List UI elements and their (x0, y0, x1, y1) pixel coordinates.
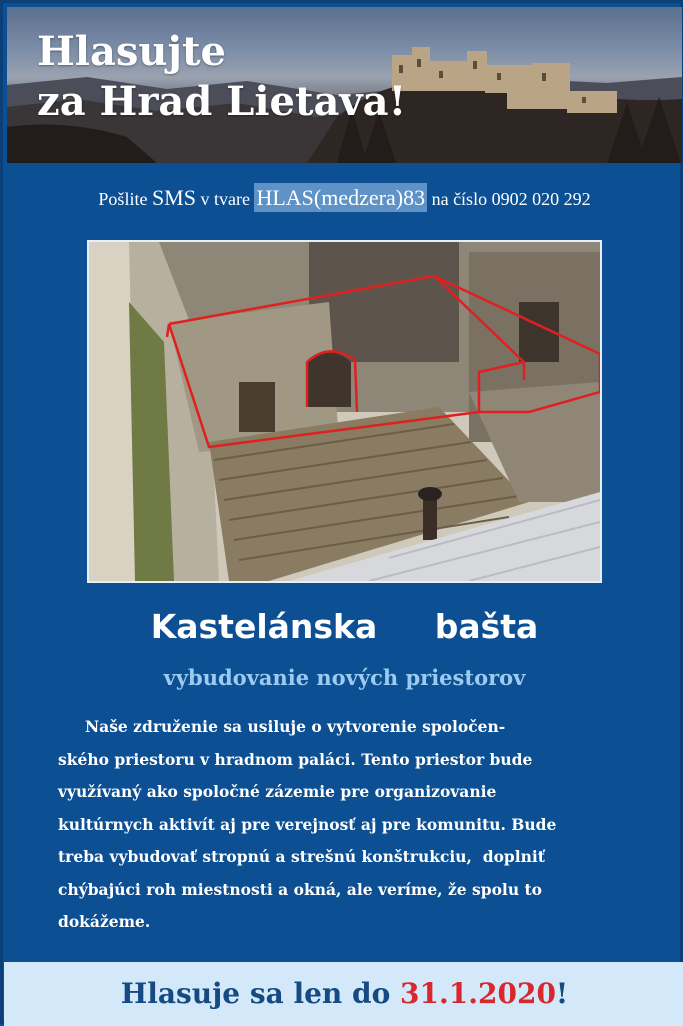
deadline-prefix: Hlasuje sa len do (120, 977, 401, 1010)
deadline-suffix: ! (555, 977, 569, 1010)
paragraph-line: kultúrnych aktivít aj pre verejnosť aj pre komunitu. Bude (58, 814, 557, 834)
description-paragraph (58, 711, 658, 939)
paragraph-line: ského priestoru v hradnom paláci. Tento priestor bude (58, 749, 533, 769)
heading-kastelanska-basta: Kastelánska bašta (150, 607, 539, 646)
paragraph-line: využívaný ako spoločné zázemie pre organizovanie (58, 782, 497, 801)
header-banner (7, 7, 682, 163)
paragraph-line: chýbajúci roh miestnosti a okná, ale veríme, že spolu to (58, 879, 542, 899)
banner-title-line1: Hlasujte (37, 28, 226, 75)
sms-word: SMS (151, 185, 196, 210)
subheading: vybudovanie nových priestorov (163, 665, 526, 690)
bastion-photo (87, 240, 602, 583)
banner-title-line2: za Hrad Lietava! (37, 78, 407, 125)
paragraph-line: Naše združenie sa usiluje o vytvorenie spoločen- (58, 717, 506, 736)
sms-suffix: na číslo 0902 020 292 (427, 189, 591, 209)
sms-prefix: Pošlite (98, 189, 152, 209)
sms-middle: v tvare (195, 189, 255, 209)
paragraph-line: treba vybudovať stropnú a strešnú konštrukciu, doplniť (58, 847, 545, 866)
banner-title (37, 27, 406, 127)
deadline-date: 31.1.2020 (400, 977, 556, 1010)
sms-code: HLAS(medzera)83 (256, 185, 426, 210)
sms-instructions (3, 185, 683, 211)
voting-deadline-banner (4, 962, 683, 1026)
paragraph-line: dokážeme. (58, 912, 151, 931)
bastion-ruins-image (89, 242, 600, 581)
